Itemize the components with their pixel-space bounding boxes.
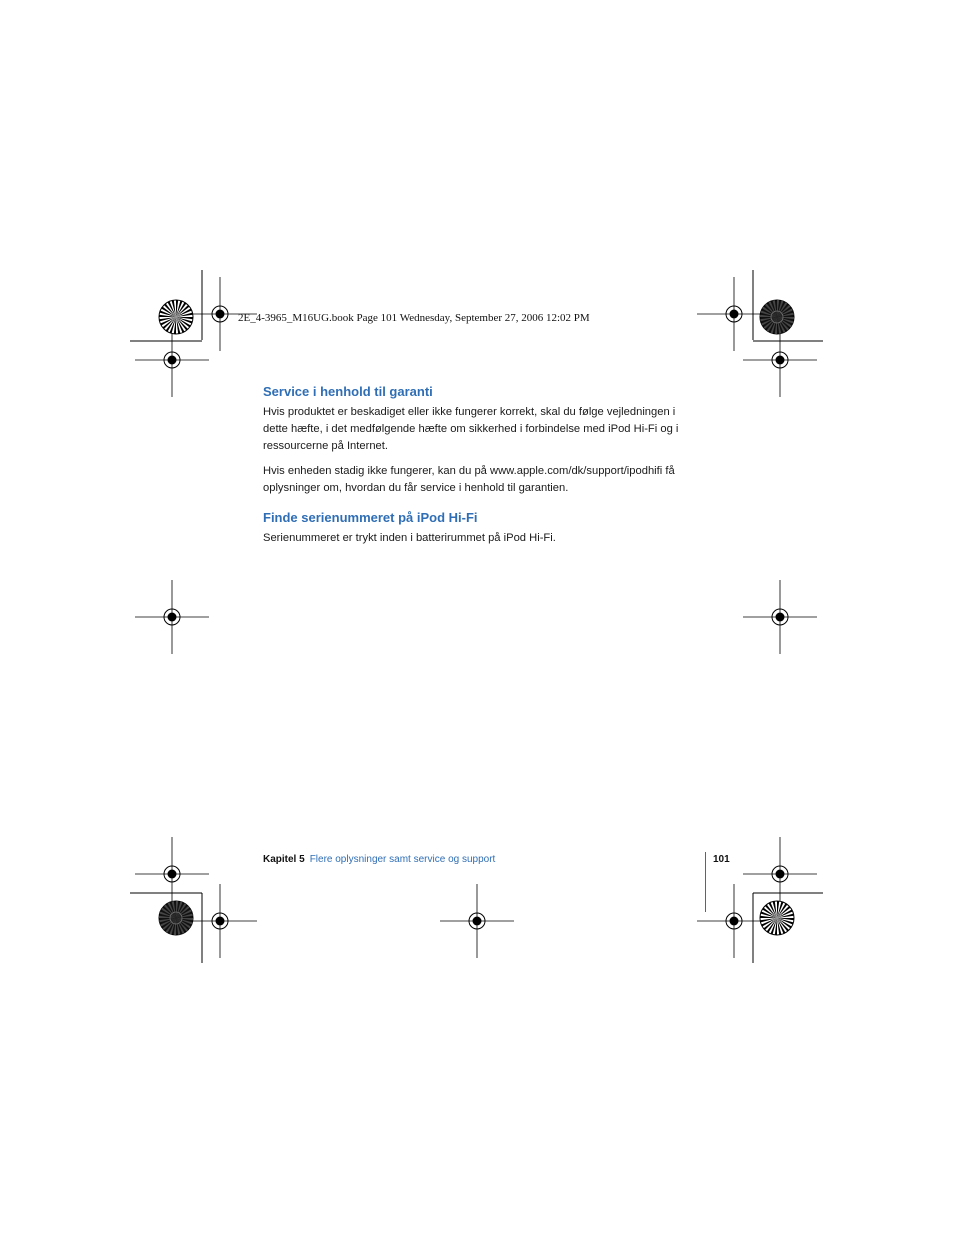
footer-divider: [705, 852, 706, 912]
page-number: 101: [713, 854, 730, 865]
color-starburst-icon: [159, 300, 193, 334]
paragraph: Hvis enheden stadig ikke fungerer, kan du på www.apple.com/dk/support/ipodhifi få oplysninger om, hvordan du får service i henhold til garantien.: [263, 465, 675, 494]
registration-mark-icon: [743, 837, 817, 911]
paragraph: Serienummeret er trykt inden i batterirummet på iPod Hi-Fi.: [263, 532, 556, 544]
registration-mark-icon: [183, 884, 257, 958]
registration-mark-icon: [135, 837, 209, 911]
color-starburst-icon: [760, 300, 794, 334]
footer-chapter: [263, 854, 495, 865]
section-heading: Service i henhold til garanti: [263, 384, 433, 399]
registration-mark-icon: [135, 323, 209, 397]
section-warranty-service: [263, 383, 703, 497]
registration-mark-icon: [440, 884, 514, 958]
chapter-label: Kapitel 5: [263, 854, 305, 865]
registration-mark-icon: [135, 580, 209, 654]
main-content: [263, 383, 703, 559]
chapter-title: Flere oplysninger samt service og support: [309, 854, 496, 865]
registration-mark-icon: [743, 580, 817, 654]
section-serial-number: [263, 509, 703, 547]
color-starburst-icon: [159, 901, 193, 935]
book-slug-line: 2E_4-3965_M16UG.book Page 101 Wednesday, September 27, 2006 12:02 PM: [238, 312, 590, 324]
color-starburst-icon: [760, 901, 794, 935]
paragraph: Hvis produktet er beskadiget eller ikke fungerer korrekt, skal du følge vejledningen i dette hæfte, i det medfølgende hæfte om sikkerhed i forbindelse med iPod Hi-Fi og i ressourcerne på Internet.: [263, 406, 679, 452]
section-heading: Finde serienummeret på iPod Hi-Fi: [263, 510, 478, 525]
